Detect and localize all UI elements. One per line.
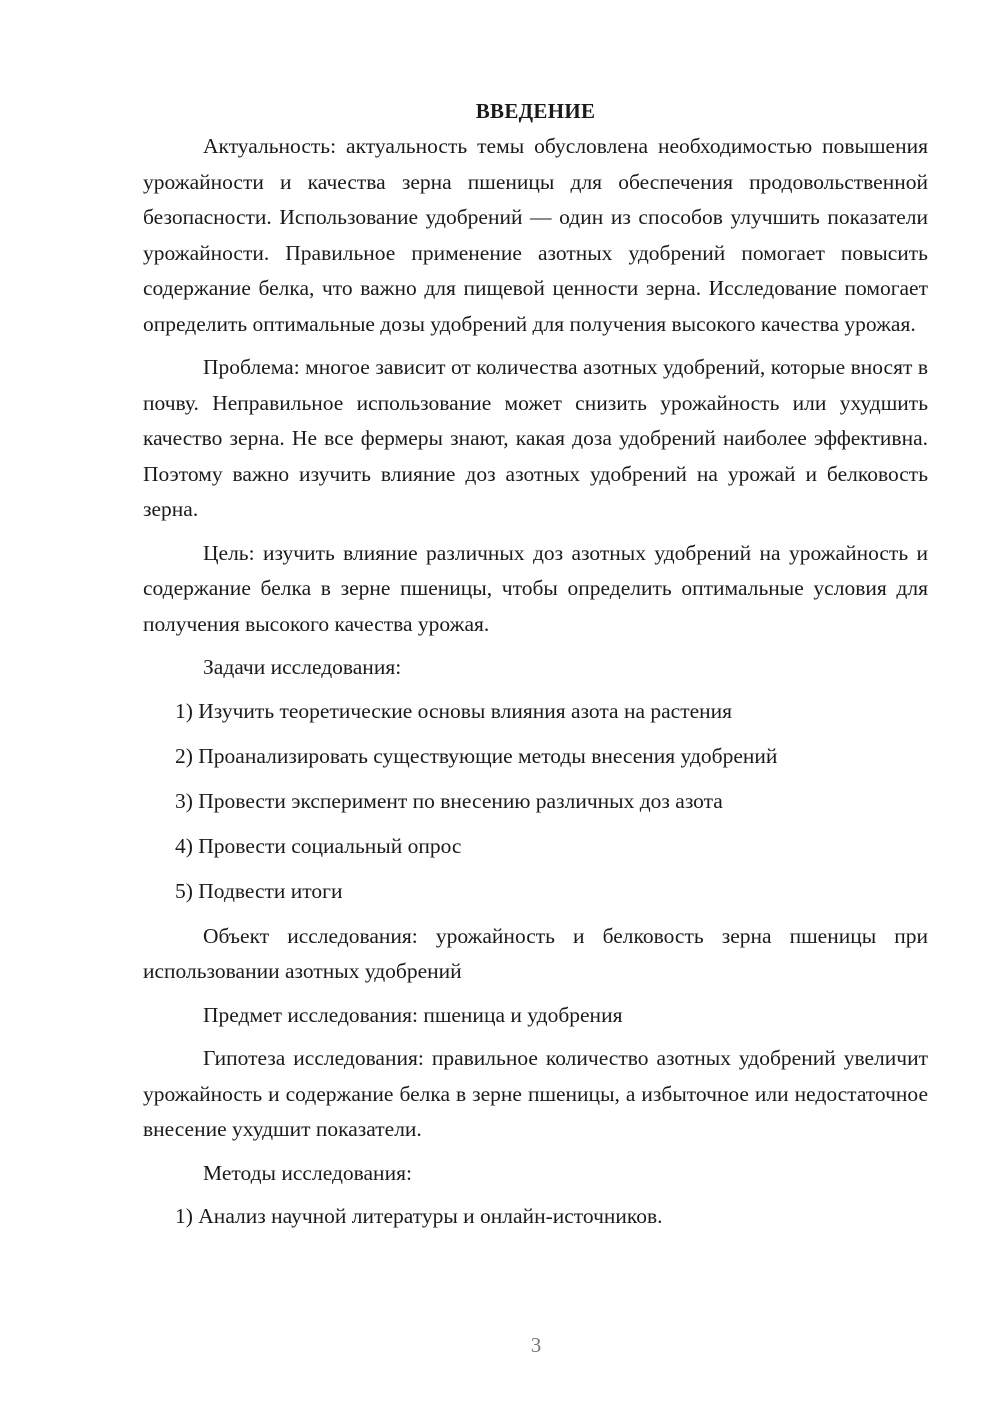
page-content bbox=[143, 93, 928, 1244]
methods-heading: Методы исследования: bbox=[203, 1160, 412, 1185]
relevance-paragraph: Актуальность: актуальность темы обусловлена необходимостью повышения урожайности и качества зерна пшеницы для обеспечения продовольственной безопасности. Использование удобрений — один из способов улучшить показатели урожайности. Правильное применение азотных удобрений помогает повысить содержание белка, что важно для пищевой ценности зерна. Исследование помогает определить оптимальные дозы удобрений для получения высокого качества урожая. bbox=[143, 134, 928, 336]
tasks-list bbox=[143, 694, 928, 910]
list-item: 4) Провести социальный опрос bbox=[175, 833, 462, 858]
tasks-heading: Задачи исследования: bbox=[203, 655, 402, 679]
page-number: 3 bbox=[530, 1333, 542, 1357]
subject-paragraph: Предмет исследования: пшеница и удобрения bbox=[203, 1002, 623, 1027]
list-item: 2) Проанализировать существующие методы внесения удобрений bbox=[175, 743, 778, 768]
hypothesis-paragraph: Гипотеза исследования: правильное количество азотных удобрений увеличит урожайность и содержание белка в зерне пшеницы, а избыточное или недостаточное внесение ухудшит показатели. bbox=[143, 1046, 928, 1141]
goal-paragraph: Цель: изучить влияние различных доз азотных удобрений на урожайность и содержание белка в зерне пшеницы, чтобы определить оптимальные условия для получения высокого качества урожая. bbox=[143, 540, 928, 636]
methods-list bbox=[143, 1199, 928, 1235]
object-paragraph: Объект исследования: урожайность и белковость зерна пшеницы при использовании азотных удобрений bbox=[143, 923, 928, 983]
list-item: 1) Изучить теоретические основы влияния азота на растения bbox=[175, 698, 733, 723]
section-title: ВВЕДЕНИЕ bbox=[475, 99, 596, 123]
problem-paragraph: Проблема: многое зависит от количества азотных удобрений, которые вносят в почву. Неправильное использование может снизить урожайность или ухудшить качество зерна. Не все фермеры знают, какая доза удобрений наиболее эффективна. Поэтому важно изучить влияние доз азотных удобрений на урожай и белковость зерна. bbox=[143, 355, 928, 521]
list-item: 1) Анализ научной литературы и онлайн-источников. bbox=[175, 1204, 663, 1228]
list-item: 5) Подвести итоги bbox=[175, 878, 343, 903]
list-item: 3) Провести эксперимент по внесению различных доз азота bbox=[175, 788, 723, 813]
